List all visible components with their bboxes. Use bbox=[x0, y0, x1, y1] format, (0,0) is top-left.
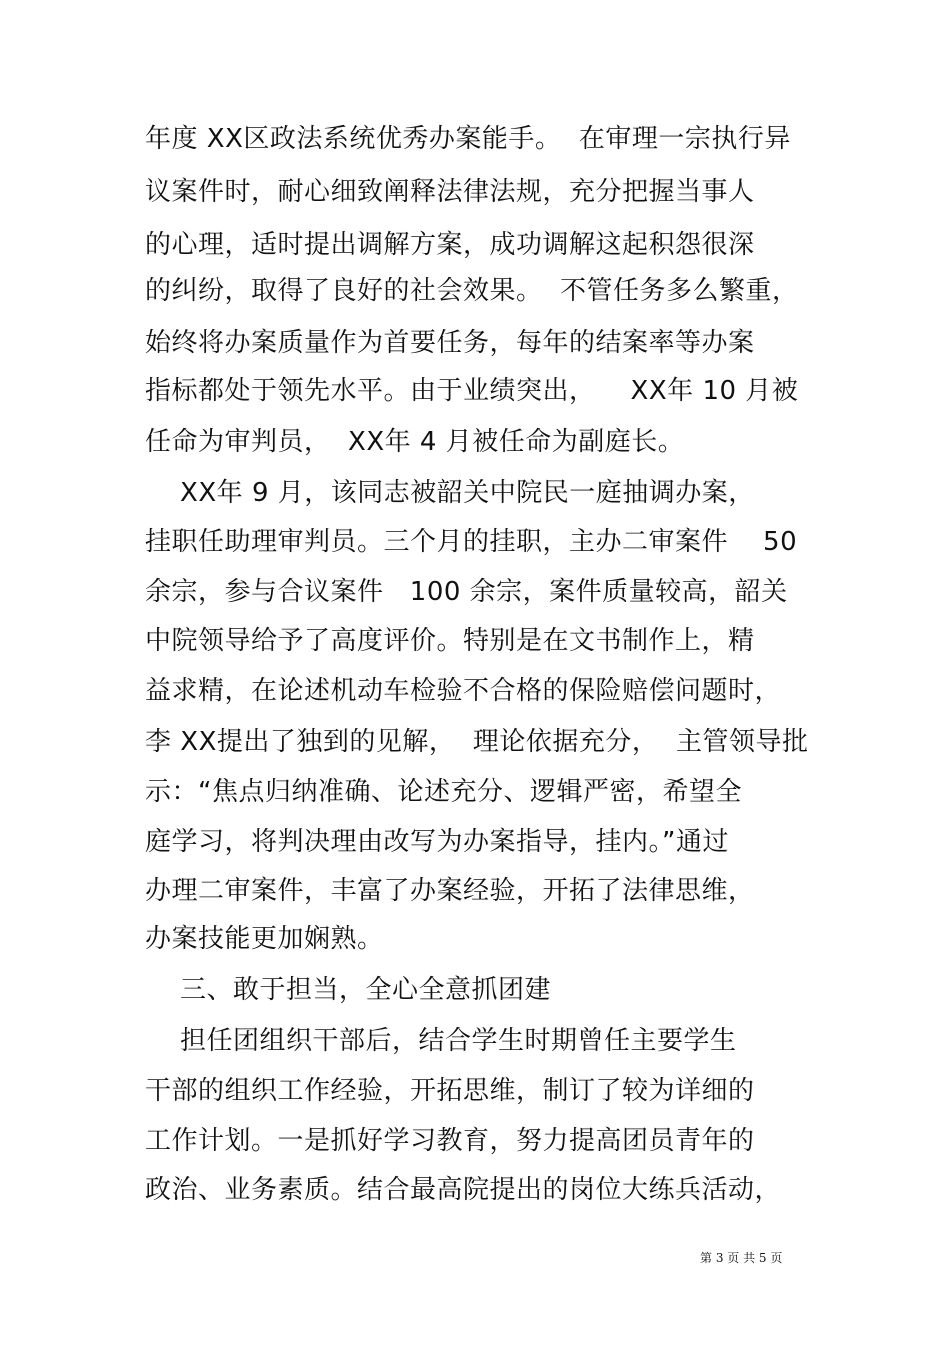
text-line: 政治、业务素质。结合最高院提出的岗位大练兵活动， bbox=[145, 1175, 782, 1205]
text-line: 的纠纷，取得了良好的社会效果。 不管任务多么繁重， bbox=[145, 276, 799, 306]
text-line: 工作计划。一是抓好学习教育，努力提高团员青年的 bbox=[145, 1126, 755, 1156]
text-line: 办案技能更加娴熟。 bbox=[145, 924, 384, 954]
text-line: 指标都处于领先水平。由于业绩突出， XX年 10 月被 bbox=[145, 376, 799, 406]
text-line: 担任团组织干部后，结合学生时期曾任主要学生 bbox=[145, 1026, 737, 1056]
section-heading: 三、敢于担当，全心全意抓团建 bbox=[145, 975, 552, 1005]
page-number: 第 3 页 共 5 页 bbox=[700, 1251, 783, 1265]
text-line: XX年 9 月，该同志被韶关中院民一庭抽调办案， bbox=[145, 478, 755, 508]
text-line: 始终将办案质量作为首要任务，每年的结案率等办案 bbox=[145, 328, 755, 358]
text-line: 干部的组织工作经验，开拓思维，制订了较为详细的 bbox=[145, 1076, 755, 1106]
text-line: 的心理，适时提出调解方案，成功调解这起积怨很深 bbox=[145, 230, 755, 260]
text-line: 中院领导给予了高度评价。特别是在文书制作上，精 bbox=[145, 626, 755, 656]
text-line: 年度 XX区政法系统优秀办案能手。 在审理一宗执行异 bbox=[145, 124, 791, 154]
text-line: 庭学习，将判决理由改写为办案指导，挂内。”通过 bbox=[145, 827, 729, 857]
text-line: 余宗，参与合议案件 100 余宗，案件质量较高，韶关 bbox=[145, 577, 788, 607]
text-line: 挂职任助理审判员。三个月的挂职，主办二审案件 50 bbox=[145, 527, 798, 557]
text-line: 办理二审案件，丰富了办案经验，开拓了法律思维， bbox=[145, 876, 755, 906]
text-line: 议案件时，耐心细致阐释法律法规，充分把握当事人 bbox=[145, 177, 755, 207]
text-line: 任命为审判员， XX年 4 月被任命为副庭长。 bbox=[145, 427, 685, 457]
text-line: 益求精，在论述机动车检验不合格的保险赔偿问题时， bbox=[145, 676, 782, 706]
text-line: 李 XX提出了独到的见解， 理论依据充分， 主管领导批 bbox=[145, 727, 809, 757]
text-line: 示：“焦点归纳准确、论述充分、逻辑严密，希望全 bbox=[145, 777, 742, 807]
